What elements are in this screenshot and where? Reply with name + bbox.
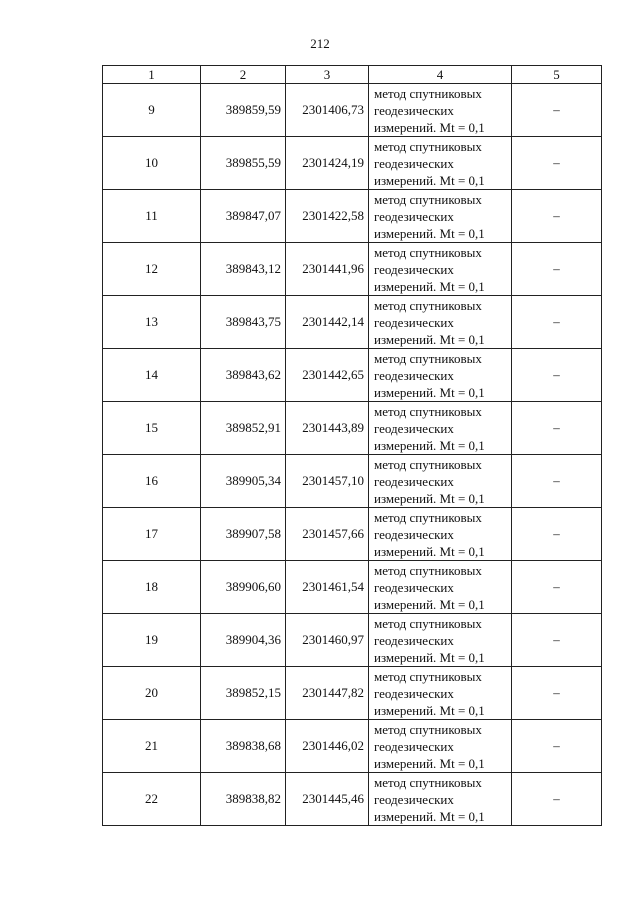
- x-coordinate-cell: 389859,59: [201, 84, 286, 137]
- method-line: метод спутниковых: [374, 668, 482, 684]
- method-line: измерений. Mt = 0,1: [374, 490, 485, 506]
- y-coordinate-cell: 2301406,73: [286, 84, 369, 137]
- y-coordinate-cell: 2301442,14: [286, 296, 369, 349]
- method-line: измерений. Mt = 0,1: [374, 649, 485, 665]
- table-row: [103, 243, 602, 296]
- table-row: [103, 349, 602, 402]
- method-cell: [369, 667, 512, 720]
- method-line: метод спутниковых: [374, 191, 482, 207]
- x-coordinate-cell: 389905,34: [201, 455, 286, 508]
- point-number-cell: 14: [103, 349, 201, 402]
- table-row: [103, 137, 602, 190]
- table-row: [103, 402, 602, 455]
- method-line: геодезических: [374, 632, 454, 648]
- note-cell: –: [512, 190, 602, 243]
- table-row: [103, 296, 602, 349]
- method-cell: [369, 190, 512, 243]
- method-line: геодезических: [374, 738, 454, 754]
- note-cell: –: [512, 137, 602, 190]
- x-coordinate-cell: 389843,12: [201, 243, 286, 296]
- y-coordinate-cell: 2301445,46: [286, 773, 369, 826]
- point-number-cell: 15: [103, 402, 201, 455]
- point-number-cell: 17: [103, 508, 201, 561]
- x-coordinate-cell: 389852,15: [201, 667, 286, 720]
- x-coordinate-cell: 389838,68: [201, 720, 286, 773]
- point-number-cell: 13: [103, 296, 201, 349]
- method-line: геодезических: [374, 102, 454, 118]
- method-line: измерений. Mt = 0,1: [374, 225, 485, 241]
- y-coordinate-cell: 2301461,54: [286, 561, 369, 614]
- method-line: измерений. Mt = 0,1: [374, 119, 485, 135]
- method-line: измерений. Mt = 0,1: [374, 384, 485, 400]
- method-line: геодезических: [374, 791, 454, 807]
- method-cell: [369, 349, 512, 402]
- x-coordinate-cell: 389904,36: [201, 614, 286, 667]
- method-cell: [369, 455, 512, 508]
- table-row: [103, 455, 602, 508]
- coordinates-table: [102, 65, 602, 826]
- method-cell: [369, 296, 512, 349]
- method-line: геодезических: [374, 367, 454, 383]
- note-cell: –: [512, 508, 602, 561]
- table-row: [103, 84, 602, 137]
- method-line: метод спутниковых: [374, 456, 482, 472]
- method-line: метод спутниковых: [374, 721, 482, 737]
- table-header-row: [103, 66, 602, 84]
- x-coordinate-cell: 389843,75: [201, 296, 286, 349]
- column-header: 3: [286, 66, 369, 84]
- y-coordinate-cell: 2301443,89: [286, 402, 369, 455]
- point-number-cell: 12: [103, 243, 201, 296]
- method-cell: [369, 137, 512, 190]
- point-number-cell: 11: [103, 190, 201, 243]
- table-row: [103, 190, 602, 243]
- method-line: метод спутниковых: [374, 562, 482, 578]
- method-line: геодезических: [374, 314, 454, 330]
- point-number-cell: 19: [103, 614, 201, 667]
- column-header: 5: [512, 66, 602, 84]
- method-line: измерений. Mt = 0,1: [374, 808, 485, 824]
- y-coordinate-cell: 2301446,02: [286, 720, 369, 773]
- column-header: 1: [103, 66, 201, 84]
- point-number-cell: 10: [103, 137, 201, 190]
- y-coordinate-cell: 2301460,97: [286, 614, 369, 667]
- method-line: геодезических: [374, 261, 454, 277]
- note-cell: –: [512, 455, 602, 508]
- point-number-cell: 21: [103, 720, 201, 773]
- method-line: измерений. Mt = 0,1: [374, 543, 485, 559]
- note-cell: –: [512, 402, 602, 455]
- method-line: измерений. Mt = 0,1: [374, 755, 485, 771]
- point-number-cell: 20: [103, 667, 201, 720]
- method-cell: [369, 243, 512, 296]
- y-coordinate-cell: 2301422,58: [286, 190, 369, 243]
- method-line: измерений. Mt = 0,1: [374, 278, 485, 294]
- method-line: измерений. Mt = 0,1: [374, 437, 485, 453]
- method-line: метод спутниковых: [374, 774, 482, 790]
- method-line: измерений. Mt = 0,1: [374, 702, 485, 718]
- x-coordinate-cell: 389907,58: [201, 508, 286, 561]
- y-coordinate-cell: 2301441,96: [286, 243, 369, 296]
- method-line: геодезических: [374, 579, 454, 595]
- table-row: [103, 720, 602, 773]
- note-cell: –: [512, 296, 602, 349]
- method-line: метод спутниковых: [374, 85, 482, 101]
- x-coordinate-cell: 389852,91: [201, 402, 286, 455]
- x-coordinate-cell: 389838,82: [201, 773, 286, 826]
- method-line: метод спутниковых: [374, 244, 482, 260]
- note-cell: –: [512, 720, 602, 773]
- method-line: измерений. Mt = 0,1: [374, 596, 485, 612]
- method-cell: [369, 84, 512, 137]
- y-coordinate-cell: 2301447,82: [286, 667, 369, 720]
- x-coordinate-cell: 389847,07: [201, 190, 286, 243]
- y-coordinate-cell: 2301457,66: [286, 508, 369, 561]
- method-cell: [369, 402, 512, 455]
- note-cell: –: [512, 667, 602, 720]
- method-line: геодезических: [374, 420, 454, 436]
- method-line: метод спутниковых: [374, 297, 482, 313]
- method-line: геодезических: [374, 473, 454, 489]
- method-line: измерений. Mt = 0,1: [374, 172, 485, 188]
- method-cell: [369, 720, 512, 773]
- note-cell: –: [512, 84, 602, 137]
- point-number-cell: 9: [103, 84, 201, 137]
- method-cell: [369, 773, 512, 826]
- method-line: метод спутниковых: [374, 615, 482, 631]
- table-row: [103, 667, 602, 720]
- x-coordinate-cell: 389843,62: [201, 349, 286, 402]
- point-number-cell: 16: [103, 455, 201, 508]
- method-line: геодезических: [374, 685, 454, 701]
- table-row: [103, 561, 602, 614]
- y-coordinate-cell: 2301442,65: [286, 349, 369, 402]
- method-cell: [369, 508, 512, 561]
- column-header: 4: [369, 66, 512, 84]
- column-header: 2: [201, 66, 286, 84]
- note-cell: –: [512, 243, 602, 296]
- table-row: [103, 773, 602, 826]
- method-line: метод спутниковых: [374, 350, 482, 366]
- y-coordinate-cell: 2301424,19: [286, 137, 369, 190]
- method-cell: [369, 614, 512, 667]
- note-cell: –: [512, 561, 602, 614]
- method-line: геодезических: [374, 155, 454, 171]
- table-row: [103, 508, 602, 561]
- method-line: измерений. Mt = 0,1: [374, 331, 485, 347]
- point-number-cell: 22: [103, 773, 201, 826]
- x-coordinate-cell: 389906,60: [201, 561, 286, 614]
- method-line: метод спутниковых: [374, 403, 482, 419]
- note-cell: –: [512, 349, 602, 402]
- page-number: 212: [310, 36, 330, 51]
- method-line: метод спутниковых: [374, 509, 482, 525]
- table-row: [103, 614, 602, 667]
- method-cell: [369, 561, 512, 614]
- note-cell: –: [512, 773, 602, 826]
- note-cell: –: [512, 614, 602, 667]
- method-line: геодезических: [374, 526, 454, 542]
- method-line: геодезических: [374, 208, 454, 224]
- y-coordinate-cell: 2301457,10: [286, 455, 369, 508]
- x-coordinate-cell: 389855,59: [201, 137, 286, 190]
- method-line: метод спутниковых: [374, 138, 482, 154]
- point-number-cell: 18: [103, 561, 201, 614]
